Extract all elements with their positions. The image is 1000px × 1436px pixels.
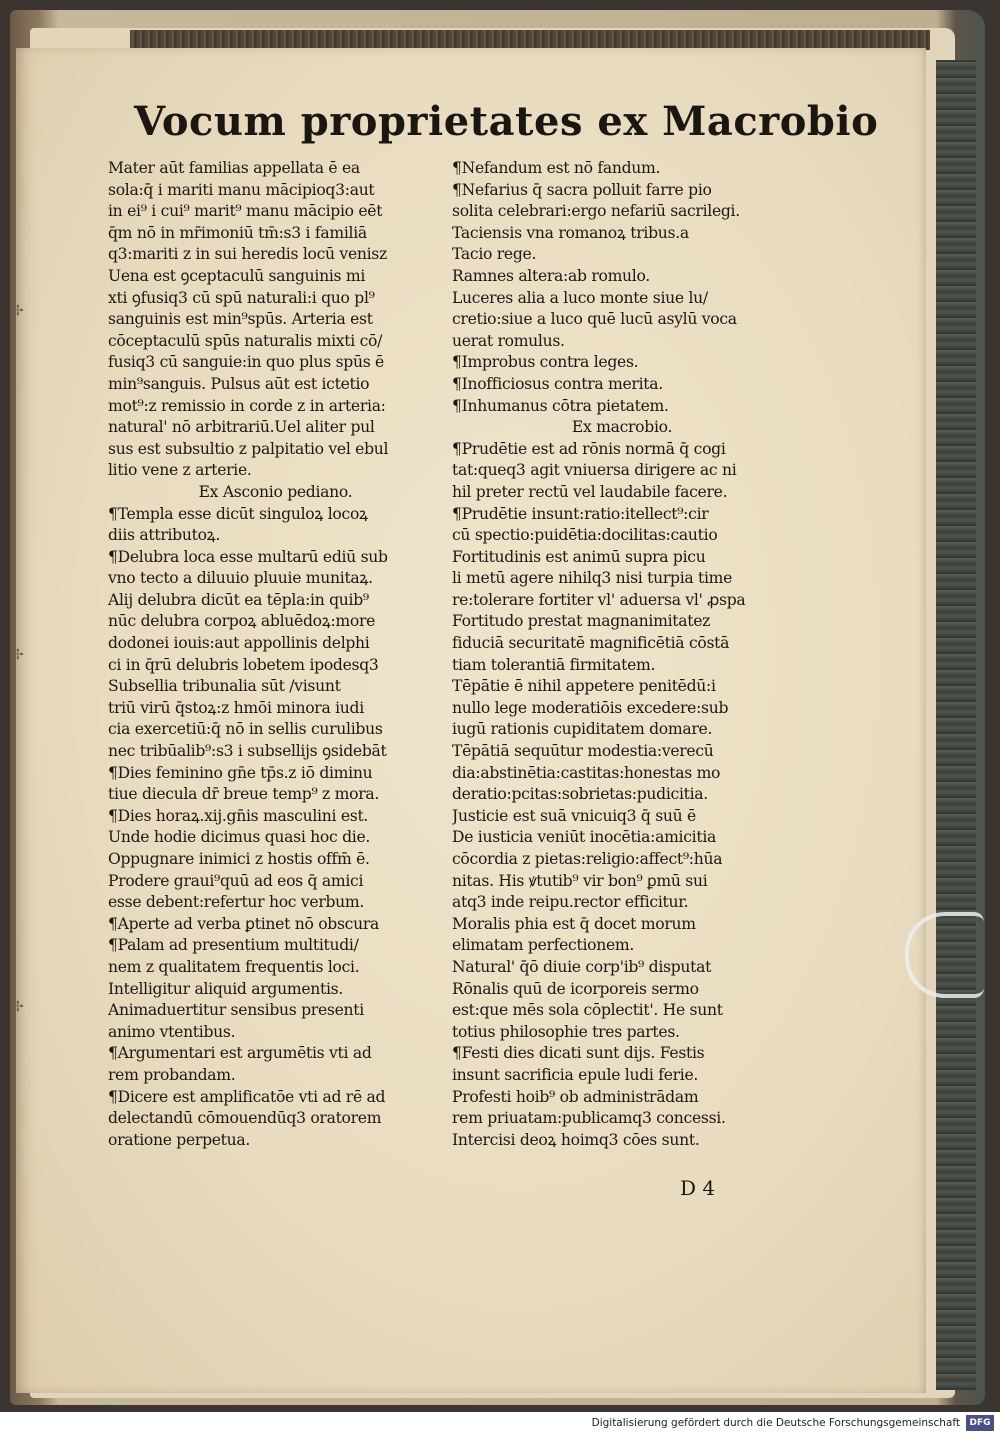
text-line: oratione perpetua.: [108, 1130, 251, 1149]
text-line: dodonei iouis:aut appollinis delphi: [108, 634, 370, 653]
right-text-column: [452, 158, 792, 1151]
text-line: tat:queq3 agit vniuersa dirigere ac ni: [452, 461, 737, 480]
text-line: Unde hodie dicimus quasi hoc die.: [108, 828, 371, 847]
text-line: Tēpātiā sequūtur modestia:verecū: [452, 742, 714, 761]
text-line: esse debent:refertur hoc verbum.: [108, 893, 365, 912]
footer-bar: [0, 1412, 1000, 1436]
text-line: iugū rationis cupiditatem domare.: [452, 720, 713, 739]
text-line: Natural' q̄ō diuie corp'ib⁹ disputat: [452, 957, 712, 976]
text-line: uerat romulus.: [452, 331, 565, 350]
text-line: ¶Festi dies dicati sunt dijs. Festis: [452, 1044, 705, 1063]
text-line: Rōnalis quū de icorporeis sermo: [452, 979, 699, 998]
dfg-logo: DFG: [966, 1415, 994, 1431]
text-line: vno tecto a diluuio pluuie munitaꝝ.: [108, 569, 373, 588]
text-line: ¶Palam ad presentium multitudi/: [108, 936, 359, 955]
text-line: De iusticia veniūt inocētia:amicitia: [452, 828, 717, 847]
text-line: Uena est ꝯceptaculū sanguinis mi: [108, 266, 366, 285]
text-line: natural' nō arbitrariū.Uel aliter pul: [108, 418, 375, 437]
text-line: ¶Prudētie est ad rōnis normā q̄ cogi: [452, 439, 726, 458]
text-line: ¶Nefandum est nō fandum.: [452, 159, 661, 177]
text-line: Fortitudo prestat magnanimitatez: [452, 612, 711, 631]
text-line: li metū agere nihilq3 nisi turpia time: [452, 569, 733, 588]
text-line: cretio:siue a luco quē lucū asylū voca: [452, 310, 737, 329]
text-line: q3:mariti z in sui heredis locū venisz: [108, 245, 387, 264]
text-line: in ei⁹ i cui⁹ marit⁹ manu mācipio eēt: [108, 202, 383, 221]
text-line: ¶Prudētie insunt:ratio:itellect⁹:cir: [452, 504, 709, 523]
text-line: Oppugnare inimici z hostis offm̄ ē.: [108, 850, 370, 868]
section-heading: Ex Asconio pediano.: [198, 482, 353, 501]
text-line: ¶Inhumanus cōtra pietatem.: [452, 396, 669, 415]
text-line: cōcordia z pietas:religio:affect⁹:hūa: [452, 850, 723, 868]
left-text-column: [108, 158, 443, 1151]
funding-notice: Digitalisierung gefördert durch die Deutsche Forschungsgemeinschaft: [591, 1417, 960, 1429]
text-line: Intelligitur aliquid argumentis.: [108, 979, 344, 998]
right-page-edge: [936, 60, 976, 1390]
text-line: tiue diecula dr̄ breue temp⁹ z mora.: [108, 785, 380, 804]
text-line: animo vtentibus.: [108, 1022, 236, 1041]
text-line: Animaduertitur sensibus presenti: [108, 1001, 364, 1020]
text-line: Alij delubra dicūt ea tēpla:in quib⁹: [108, 590, 369, 609]
text-line: atq3 inde reipu.rector efficitur.: [452, 893, 689, 912]
text-line: deratio:pcitas:sobrietas:pudicitia.: [452, 785, 708, 804]
text-line: mot⁹:z remissio in corde z in arteria:: [108, 396, 386, 415]
text-line: Intercisi deoꝝ hoimq3 cōes sunt.: [452, 1130, 700, 1149]
text-line: solita celebrari:ergo nefariū sacrilegi.: [452, 202, 740, 221]
text-line: ¶Inofficiosus contra merita.: [452, 374, 663, 393]
text-line: cia exercetiū:q̄ nō in sellis curulibus: [108, 720, 383, 739]
page-title: Vocum proprietates ex Macrobio: [134, 98, 879, 145]
text-line: est:que mēs sola cōplectit'. He sunt: [452, 1001, 723, 1020]
text-line: ¶Delubra loca esse multarū ediū sub: [108, 547, 388, 566]
text-line: re:tolerare fortiter vl' aduersa vl' ꝓspa: [452, 590, 746, 609]
text-line: ¶Improbus contra leges.: [452, 353, 639, 372]
text-line: nem z qualitatem frequentis loci.: [108, 957, 360, 976]
text-line: sus est subsultio z palpitatio vel ebul: [108, 439, 389, 458]
text-line: dia:abstinētia:castitas:honestas mo: [452, 763, 721, 782]
text-line: ¶Dicere est amplificatōe vti ad rē ad: [108, 1087, 386, 1106]
text-line: Subsellia tribunalia sūt /visunt: [108, 677, 341, 696]
text-line: sola:q̄ i mariti manu mācipioq3:aut: [108, 180, 375, 199]
text-line: insunt sacrificia epule ludi ferie.: [452, 1065, 699, 1084]
text-line: Luceres alia a luco monte siue lu/: [452, 288, 708, 307]
text-line: Prodere graui⁹quū ad eos q̄ amici: [108, 871, 364, 890]
text-line: fiduciā securitatē magnificētiā cōstā: [452, 634, 730, 653]
text-line: ¶Nefarius q̄ sacra polluit farre pio: [452, 180, 712, 199]
text-line: nec tribūalib⁹:s3 i subsellijs ꝯsidebāt: [108, 742, 387, 761]
text-line: Moralis phia est q̄ docet morum: [452, 914, 696, 933]
text-line: nullo lege moderatiōis excedere:sub: [452, 698, 729, 717]
signature-mark: D 4: [680, 1176, 716, 1200]
text-line: Ramnes altera:ab romulo.: [452, 266, 650, 285]
text-line: diis attributoꝝ.: [108, 526, 221, 545]
text-line: ¶Templa esse dicūt singuloꝝ locoꝝ: [108, 504, 368, 523]
text-line: Fortitudinis est animū supra picu: [452, 547, 706, 566]
text-line: rem probandam.: [108, 1065, 236, 1084]
text-line: rem priuatam:publicamq3 concessi.: [452, 1109, 726, 1128]
text-line: ¶Dies feminino gn̄e tp̄s.z iō diminu: [108, 763, 373, 782]
text-line: ci in q̄rū delubris lobetem ipodesq3: [108, 655, 379, 674]
text-line: ¶Aperte ad verba ꝑtinet nō obscura: [108, 914, 379, 933]
text-line: ¶Dies horaꝝ.xij.gn̄is masculini est.: [108, 806, 369, 825]
text-line: Justicie est suā vnicuiq3 q̄ suū ē: [452, 806, 696, 825]
margin-marker: ✢: [12, 999, 24, 1015]
text-line: hil preter rectū vel laudabile facere.: [452, 482, 728, 501]
margin-marker: ✢: [12, 303, 24, 319]
text-line: totius philosophie tres partes.: [452, 1022, 680, 1041]
text-line: q̄m nō in mr̄imoniū tm̄:s3 i familiā: [108, 223, 367, 242]
section-heading: Ex macrobio.: [571, 418, 673, 437]
text-line: ¶Argumentari est argumētis vti ad: [108, 1044, 372, 1063]
text-line: litio vene z arterie.: [108, 461, 252, 480]
text-line: fusiq3 cū sanguie:in quo plus spūs ē: [108, 353, 384, 372]
text-line: nūc delubra corpoꝝ abluēdoꝝ:more: [108, 612, 376, 631]
text-line: Profesti hoib⁹ ob administrādam: [452, 1087, 699, 1106]
text-line: cū spectio:puidētia:docilitas:cautio: [452, 526, 718, 545]
text-line: sanguinis est min⁹spūs. Arteria est: [108, 310, 373, 329]
text-line: Taciensis vna romanoꝝ tribus.a: [452, 223, 689, 242]
text-line: cōceptaculū spūs naturalis mixti cō/: [108, 331, 383, 350]
page-clip: [905, 912, 984, 998]
text-line: nitas. His ꝟtutib⁹ vir bon⁹ ꝑmū sui: [452, 871, 708, 890]
text-line: xti ꝯfusiq3 cū spū naturali:i quo pl⁹: [108, 288, 375, 307]
text-line: elimatam perfectionem.: [452, 936, 635, 955]
top-page-edge: [130, 30, 930, 50]
margin-marker: ✢: [12, 647, 24, 663]
text-line: Tacio rege.: [452, 245, 537, 264]
text-line: delectandū cōmouendūq3 oratorem: [108, 1109, 382, 1128]
text-line: min⁹sanguis. Pulsus aūt est ictetio: [108, 374, 370, 393]
text-line: Mater aūt familias appellata ē ea: [108, 159, 360, 177]
text-line: Tēpātie ē nihil appetere penitēdū:i: [452, 677, 716, 696]
text-line: tiam tolerantiā firmitatem.: [452, 655, 656, 674]
text-line: triū virū q̄stoꝝ:z hmōi minora iudi: [108, 698, 364, 717]
